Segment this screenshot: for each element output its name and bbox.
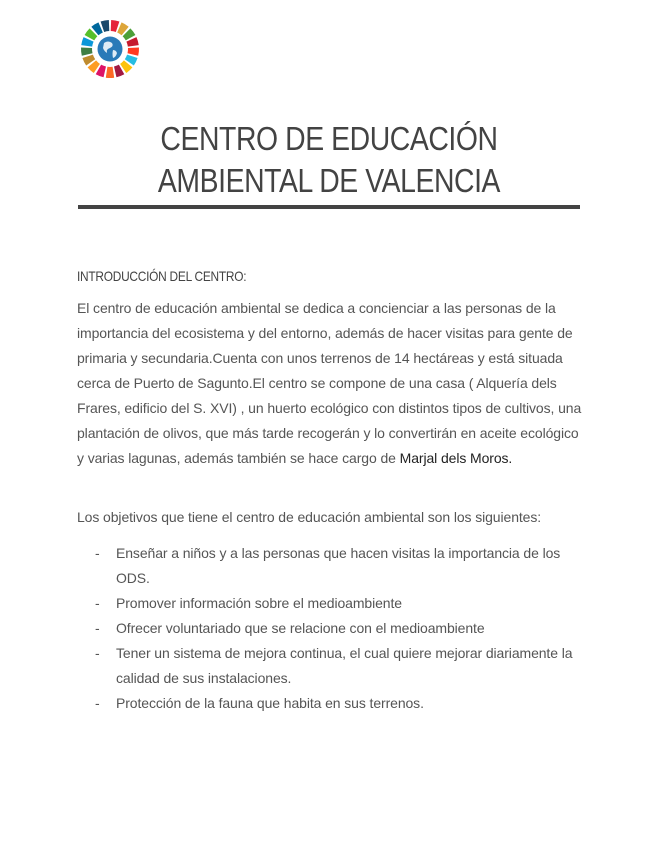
wheel-segment bbox=[106, 67, 114, 78]
wheel-segment bbox=[128, 47, 140, 55]
list-item-text: Protección de la fauna que habita en sus terrenos. bbox=[116, 695, 424, 711]
bullet-dash: - bbox=[95, 545, 100, 561]
intro-paragraph bbox=[77, 296, 583, 471]
list-item-text: Promover información sobre el medioambiente bbox=[116, 595, 402, 611]
intro-paragraph-main: El centro de educación ambiental se dedica a concienciar a las personas de la importancia del ecosistema y del entorno, además de hacer visitas para gente de primaria y secundaria.Cuenta con unos terrenos de 14 hectáreas y está situada cerca de Puerto de Sagunto.El centro se compone de una casa ( Alquería dels Frares, edificio del S. XVI) , un huerto ecológico con distintos tipos de cultivos, una plantación de olivos, que más tarde recogerán y lo convertirán en aceite ecológico y varias lagunas, además también se hace cargo de bbox=[77, 300, 582, 466]
objectives-list bbox=[77, 541, 583, 716]
intro-paragraph-place: Marjal dels Moros. bbox=[399, 450, 513, 466]
sdg-wheel-logo bbox=[80, 19, 140, 79]
list-item bbox=[77, 641, 583, 691]
wheel-segment bbox=[101, 20, 110, 32]
list-item bbox=[77, 591, 583, 616]
objectives-intro: Los objetivos que tiene el centro de educación ambiental son los siguientes: bbox=[77, 509, 542, 525]
list-item-text: Tener un sistema de mejora continua, el cual quiere mejorar diariamente la calidad de sus instalaciones. bbox=[116, 645, 573, 686]
bullet-dash: - bbox=[95, 595, 100, 611]
bullet-dash: - bbox=[95, 645, 100, 661]
wheel-segment bbox=[111, 20, 120, 32]
bullet-dash: - bbox=[95, 620, 100, 636]
page-title: CENTRO DE EDUCACIÓN AMBIENTAL DE VALENCIA bbox=[157, 120, 501, 199]
list-item bbox=[77, 616, 583, 641]
title-divider bbox=[78, 205, 580, 209]
bullet-dash: - bbox=[95, 695, 100, 711]
list-item bbox=[77, 541, 583, 591]
wheel-segment bbox=[81, 47, 93, 55]
section-heading: INTRODUCCIÓN DEL CENTRO: bbox=[77, 268, 247, 284]
globe-icon bbox=[98, 37, 123, 62]
list-item bbox=[77, 691, 583, 716]
list-item-text: Enseñar a niños y a las personas que hacen visitas la importancia de los ODS. bbox=[116, 545, 561, 586]
list-item-text: Ofrecer voluntariado que se relacione con el medioambiente bbox=[116, 620, 485, 636]
